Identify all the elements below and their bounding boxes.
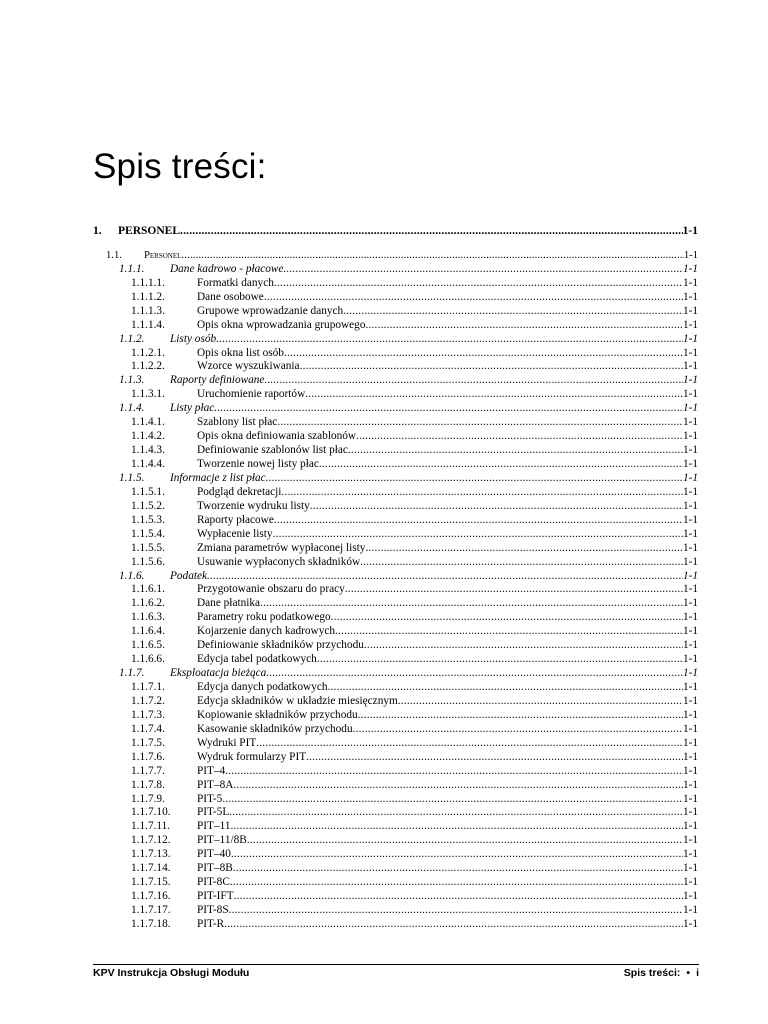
- toc-entry-title: Zmiana parametrów wypłaconej listy: [197, 541, 366, 554]
- toc-entry-number: 1.1.7.9.: [131, 792, 165, 805]
- dot-leader: [281, 486, 683, 500]
- toc-entry[interactable]: [93, 486, 698, 500]
- toc-entry-page: 1-1: [682, 346, 698, 359]
- toc-entry-page: 1-1: [682, 304, 698, 317]
- toc-entry-number: 1.1.5.6.: [131, 555, 165, 568]
- toc-entry[interactable]: [93, 737, 698, 751]
- dot-leader: [328, 681, 683, 695]
- toc-entry-title: Personel: [144, 249, 182, 261]
- toc-entry[interactable]: [93, 611, 698, 625]
- toc-entry[interactable]: [93, 876, 698, 890]
- toc-entry[interactable]: [93, 388, 698, 402]
- toc-entry-page: 1-1: [682, 332, 698, 345]
- toc-entry[interactable]: [93, 221, 698, 241]
- dot-leader: [224, 918, 683, 932]
- toc-entry-page: 1-1: [682, 611, 698, 624]
- toc-entry-number: 1.1.3.1.: [131, 388, 165, 401]
- toc-entry[interactable]: [93, 834, 698, 848]
- toc-entry-number: 1.1.7.10.: [131, 806, 171, 819]
- toc-entry[interactable]: [93, 361, 698, 375]
- dot-leader: [264, 291, 683, 305]
- toc-entry-number: 1.1.5.5.: [131, 541, 165, 554]
- toc-entry-number: 1.1.7.14.: [131, 862, 171, 875]
- toc-entry-page: 1-1: [682, 834, 698, 847]
- toc-entry[interactable]: [93, 249, 698, 263]
- toc-entry-title: Podatek: [170, 569, 208, 582]
- dot-leader: [365, 319, 682, 333]
- dot-leader: [305, 388, 683, 402]
- toc-entry-page: 1-1: [682, 499, 698, 512]
- toc-entry-title: Przygotowanie obszaru do pracy: [197, 583, 345, 596]
- dot-leader: [264, 374, 682, 388]
- toc-entry-title: PIT–8B: [197, 862, 233, 875]
- toc-entry-page: 1-1: [682, 276, 698, 289]
- dot-leader: [225, 765, 683, 779]
- toc-entry-title: Edycja danych podatkowych: [197, 681, 328, 694]
- toc-entry-title: Definiowanie szablonów list płac: [197, 444, 348, 457]
- dot-leader: [335, 625, 683, 639]
- dot-leader: [283, 263, 682, 277]
- toc-entry-number: 1.1.2.: [119, 332, 145, 345]
- toc-entry-title: Dane płatnika: [197, 597, 261, 610]
- footer-page-number: i: [696, 967, 699, 979]
- toc-entry-title: Definiowanie składników przychodu: [197, 639, 364, 652]
- toc-entry[interactable]: [93, 695, 698, 709]
- toc-entry-number: 1.1.7.18.: [131, 918, 171, 930]
- toc-entry-title: Tworzenie wydruku listy: [197, 499, 310, 512]
- toc-entry-title: Wydruk formularzy PIT: [197, 750, 307, 763]
- toc-entry-page: 1-1: [682, 695, 698, 707]
- dot-leader: [331, 611, 683, 625]
- toc-entry-page: 1-1: [682, 625, 698, 638]
- toc-entry-page: 1-1: [682, 639, 698, 652]
- toc-entry-page: 1-1: [682, 416, 698, 429]
- toc-entry-page: 1-1: [682, 708, 698, 721]
- toc-entry-number: 1.1.7.: [119, 667, 145, 680]
- toc-entry[interactable]: [93, 263, 698, 277]
- toc-entry-page: 1-1: [682, 848, 698, 861]
- toc-entry-number: 1.1.5.3.: [131, 513, 165, 526]
- dot-leader: [234, 890, 683, 904]
- toc-entry[interactable]: [93, 570, 698, 584]
- toc-entry-title: Dane kadrowo - płacowe: [170, 262, 284, 275]
- toc-entry-title: PIT-IFT: [197, 890, 234, 903]
- toc-entry-title: Parametry roku podatkowego: [197, 611, 331, 624]
- dot-leader: [256, 737, 683, 751]
- toc-entry-page: 1-1: [682, 681, 698, 694]
- dot-leader: [230, 876, 683, 890]
- toc-entry-page: 1-1: [682, 722, 698, 735]
- toc-entry-page: 1-1: [682, 778, 698, 791]
- toc-entry-page: 1-1: [682, 792, 698, 805]
- dot-leader: [353, 723, 683, 737]
- toc-entry-number: 1.1.7.7.: [131, 764, 165, 777]
- toc-entry-title: PIT-R: [197, 918, 225, 930]
- toc-entry-number: 1.1.7.3.: [131, 708, 165, 721]
- toc-entry-title: Uruchomienie raportów: [197, 388, 306, 401]
- page-footer: [93, 967, 699, 983]
- dot-leader: [310, 500, 683, 514]
- dot-leader: [274, 277, 683, 291]
- toc-entry[interactable]: [93, 709, 698, 723]
- toc-entry-page: 1-1: [682, 485, 698, 498]
- dot-leader: [233, 779, 683, 793]
- toc-entry[interactable]: [93, 584, 698, 598]
- toc-entry-number: 1.1.6.1.: [131, 583, 165, 596]
- toc-entry-number: 1.1.1.2.: [131, 290, 165, 303]
- toc-entry-page: 1-1: [682, 360, 698, 373]
- dot-leader: [365, 542, 682, 556]
- toc-entry-title: Kojarzenie danych kadrowych: [197, 625, 336, 638]
- toc-entry[interactable]: [93, 556, 698, 570]
- toc-entry-page: 1-1: [682, 876, 698, 889]
- toc-entry-title: Szablony list płac: [197, 416, 278, 429]
- toc-entry-title: Wydruki PIT: [197, 736, 257, 749]
- dot-leader: [343, 305, 683, 319]
- toc-entry[interactable]: [93, 918, 698, 932]
- toc-entry-number: 1.1.1.1.: [131, 276, 165, 289]
- toc-entry[interactable]: [93, 374, 698, 388]
- toc-entry-number: 1.1.6.: [119, 569, 145, 582]
- toc-entry[interactable]: [93, 639, 698, 653]
- toc-entry-page: 1-1: [682, 597, 698, 610]
- dot-leader: [214, 402, 683, 416]
- dot-leader: [277, 416, 683, 430]
- toc-entry[interactable]: [93, 904, 698, 918]
- toc-entry[interactable]: [93, 347, 698, 361]
- dot-leader: [300, 361, 683, 375]
- toc-entry[interactable]: [93, 807, 698, 821]
- toc-entry-page: 1-1: [682, 750, 698, 763]
- toc-entry-page: 1-1: [682, 527, 698, 540]
- dot-leader: [345, 584, 683, 598]
- toc-entry-number: 1.1.4.1.: [131, 416, 165, 429]
- toc-entry[interactable]: [93, 667, 698, 681]
- toc-entry-title: PIT–40: [197, 848, 231, 861]
- toc-entry-number: 1.: [93, 225, 102, 237]
- toc-entry-page: 1-1: [682, 736, 698, 749]
- dot-leader: [317, 653, 683, 667]
- toc-entry-page: 1-1: [682, 513, 698, 526]
- toc-entry-title: PIT-8C: [197, 876, 230, 889]
- toc-entry-number: 1.1.7.15.: [131, 876, 171, 889]
- dot-leader: [364, 639, 683, 653]
- toc-entry-page: 1-1: [682, 388, 698, 401]
- toc-entry[interactable]: [93, 862, 698, 876]
- dot-leader: [319, 458, 683, 472]
- toc-entry-title: Informacje z list płac: [170, 472, 266, 484]
- toc-entry[interactable]: [93, 597, 698, 611]
- toc-entry[interactable]: [93, 820, 698, 834]
- toc-entry-title: Listy osób: [170, 332, 217, 345]
- toc-entry[interactable]: [93, 723, 698, 737]
- dot-leader: [356, 430, 683, 444]
- toc-entry-number: 1.1.2.2.: [131, 360, 165, 373]
- toc-entry-number: 1.1.6.3.: [131, 611, 165, 624]
- footer-document-title: KPV Instrukcja Obsługi Modułu: [93, 967, 250, 979]
- toc-entry-title: Opis okna wprowadzania grupowego: [197, 318, 366, 331]
- toc-entry-number: 1.1.7.6.: [131, 750, 165, 763]
- toc-entry-page: 1-1: [682, 764, 698, 777]
- toc-entry-number: 1.1.7.4.: [131, 722, 165, 735]
- dot-leader: [207, 570, 683, 584]
- toc-entry-title: Listy płac: [170, 402, 215, 415]
- footer-section-label: Spis treści:: [623, 967, 681, 979]
- toc-entry[interactable]: [93, 500, 698, 514]
- toc-entry-title: Tworzenie nowej listy płac: [197, 458, 319, 471]
- toc-entry-number: 1.1.7.13.: [131, 848, 171, 861]
- toc-entry-title: PIT–8A: [197, 778, 234, 791]
- dot-leader: [180, 221, 683, 241]
- toc-entry[interactable]: [93, 458, 698, 472]
- toc-entry[interactable]: [93, 430, 698, 444]
- toc-entry[interactable]: [93, 528, 698, 542]
- toc-entry[interactable]: [93, 779, 698, 793]
- toc-entry[interactable]: [93, 681, 698, 695]
- dot-leader: [358, 709, 683, 723]
- dot-leader: [266, 667, 683, 681]
- toc-entry-page: 1-1: [682, 290, 698, 303]
- dot-leader: [229, 904, 683, 918]
- toc-entry-number: 1.1.4.4.: [131, 458, 165, 471]
- toc-entry-number: 1.1.7.16.: [131, 890, 171, 903]
- toc-entry-page: 1-1: [682, 541, 698, 554]
- toc-entry-page: 1-1: [682, 318, 698, 331]
- toc-entry[interactable]: [93, 305, 698, 319]
- toc-entry-number: 1.1.7.8.: [131, 778, 165, 791]
- toc-entry[interactable]: [93, 319, 698, 333]
- dot-leader: [231, 848, 683, 862]
- toc-entry-number: 1.1.7.17.: [131, 904, 171, 917]
- toc-entry-title: Opis okna list osób: [197, 346, 284, 359]
- toc-entry[interactable]: [93, 751, 698, 765]
- toc-entry-number: 1.1.6.5.: [131, 639, 165, 652]
- toc-entry-page: 1-1: [682, 555, 698, 568]
- toc-entry[interactable]: [93, 890, 698, 904]
- toc-entry-title: Kopiowanie składników przychodu: [197, 708, 358, 721]
- dot-leader: [230, 820, 682, 834]
- toc-entry-page: 1-1: [682, 472, 698, 484]
- toc-entry-page: 1-1: [682, 262, 698, 275]
- toc-entry[interactable]: [93, 333, 698, 347]
- toc-entry[interactable]: [93, 402, 698, 416]
- toc-entry-number: 1.1.7.2.: [131, 695, 165, 707]
- toc-entry-number: 1.1.5.4.: [131, 527, 165, 540]
- table-of-contents: [93, 221, 698, 932]
- toc-entry-number: 1.1.7.12.: [131, 834, 171, 847]
- dot-leader: [360, 556, 683, 570]
- toc-entry-number: 1.1.1.3.: [131, 304, 165, 317]
- toc-entry-page: 1-1: [682, 374, 698, 387]
- toc-entry-title: Edycja składników w układzie miesięcznym: [197, 695, 398, 707]
- toc-entry-title: Grupowe wprowadzanie danych: [197, 304, 344, 317]
- toc-entry-page: 1-1: [682, 904, 698, 917]
- toc-entry-title: PIT-5L: [197, 806, 230, 819]
- toc-entry-title: Raporty płacowe: [197, 513, 274, 526]
- toc-entry[interactable]: [93, 444, 698, 458]
- toc-entry[interactable]: [93, 765, 698, 779]
- toc-entry-page: 1-1: [682, 444, 698, 457]
- toc-entry-title: Eksploatacja bieżąca: [170, 667, 267, 680]
- toc-entry-title: PIT–11/8B: [197, 834, 247, 847]
- bullet-icon: •: [686, 967, 691, 979]
- toc-entry-number: 1.1.4.2.: [131, 430, 165, 443]
- toc-entry-page: 1-1: [682, 402, 698, 415]
- page-title: Spis treści:: [93, 147, 267, 186]
- toc-entry-number: 1.1.2.1.: [131, 346, 165, 359]
- dot-leader: [274, 514, 683, 528]
- toc-entry[interactable]: [93, 653, 698, 667]
- toc-entry-title: Wypłacenie listy: [197, 527, 273, 540]
- toc-entry-number: 1.1.: [106, 249, 122, 261]
- toc-entry-title: PIT-8S: [197, 904, 229, 917]
- toc-entry-number: 1.1.6.6.: [131, 653, 165, 666]
- toc-entry-page: 1-1: [682, 806, 698, 819]
- toc-entry[interactable]: [93, 848, 698, 862]
- toc-entry-page: 1-1: [682, 862, 698, 875]
- dot-leader: [306, 751, 683, 765]
- toc-entry-number: 1.1.5.: [119, 472, 145, 484]
- toc-entry-number: 1.1.7.1.: [131, 681, 165, 694]
- dot-leader: [398, 695, 683, 709]
- toc-entry-title: Wzorce wyszukiwania: [197, 360, 300, 373]
- toc-entry-title: PIT–11: [197, 820, 231, 833]
- toc-entry[interactable]: [93, 514, 698, 528]
- toc-entry[interactable]: [93, 291, 698, 305]
- toc-entry-page: 1-1: [682, 458, 698, 471]
- toc-entry-number: 1.1.6.4.: [131, 625, 165, 638]
- dot-leader: [216, 333, 683, 347]
- toc-entry[interactable]: [93, 542, 698, 556]
- dot-leader: [233, 862, 683, 876]
- toc-entry[interactable]: [93, 793, 698, 807]
- toc-entry-number: 1.1.6.2.: [131, 597, 165, 610]
- toc-entry-title: Usuwanie wypłaconych składników: [197, 555, 361, 568]
- toc-entry-title: Dane osobowe: [197, 290, 264, 303]
- toc-entry-page: 1-1: [682, 890, 698, 903]
- toc-entry-number: 1.1.7.5.: [131, 736, 165, 749]
- toc-entry-title: Edycja tabel podatkowych: [197, 653, 317, 666]
- toc-entry-title: PIT–4: [197, 764, 226, 777]
- toc-entry-page: 1-1: [682, 918, 698, 930]
- toc-entry-number: 1.1.5.2.: [131, 499, 165, 512]
- toc-entry-title: Kasowanie składników przychodu: [197, 722, 353, 735]
- toc-entry-title: Formatki danych: [197, 276, 274, 289]
- toc-entry[interactable]: [93, 625, 698, 639]
- toc-entry-number: 1.1.7.11.: [131, 820, 171, 833]
- toc-entry-title: Raporty definiowane: [170, 374, 265, 387]
- toc-entry-title: PERSONEL: [118, 225, 180, 237]
- dot-leader: [284, 347, 683, 361]
- toc-entry[interactable]: [93, 472, 698, 486]
- toc-entry-title: Opis okna definiowania szablonów: [197, 430, 357, 443]
- toc-entry-page: 1-1: [683, 249, 698, 261]
- dot-leader: [222, 793, 683, 807]
- toc-entry-page: 1-1: [682, 820, 698, 833]
- toc-entry-page: 1-1: [682, 583, 698, 596]
- dot-leader: [273, 528, 683, 542]
- footer-divider: [93, 964, 699, 965]
- toc-entry[interactable]: [93, 416, 698, 430]
- toc-entry-page: 1-1: [682, 653, 698, 666]
- dot-leader: [229, 807, 683, 821]
- dot-leader: [181, 249, 683, 263]
- toc-entry-number: 1.1.4.: [119, 402, 145, 415]
- toc-entry-number: 1.1.3.: [119, 374, 145, 387]
- toc-entry-number: 1.1.1.4.: [131, 318, 165, 331]
- toc-entry-page: 1-1: [682, 667, 698, 680]
- toc-entry-number: 1.1.5.1.: [131, 485, 165, 498]
- toc-entry-page: 1-1: [682, 569, 698, 582]
- toc-entry-number: 1.1.4.3.: [131, 444, 165, 457]
- dot-leader: [266, 472, 683, 486]
- toc-entry-title: PIT-5: [197, 792, 223, 805]
- dot-leader: [260, 597, 683, 611]
- toc-entry-page: 1-1: [682, 430, 698, 443]
- toc-entry-page: 1-1: [682, 225, 698, 237]
- dot-leader: [247, 834, 683, 848]
- toc-entry-number: 1.1.1.: [119, 262, 145, 275]
- toc-entry[interactable]: [93, 277, 698, 291]
- footer-section: [624, 967, 699, 979]
- toc-entry-title: Podgląd dekretacji: [197, 485, 282, 498]
- dot-leader: [348, 444, 683, 458]
